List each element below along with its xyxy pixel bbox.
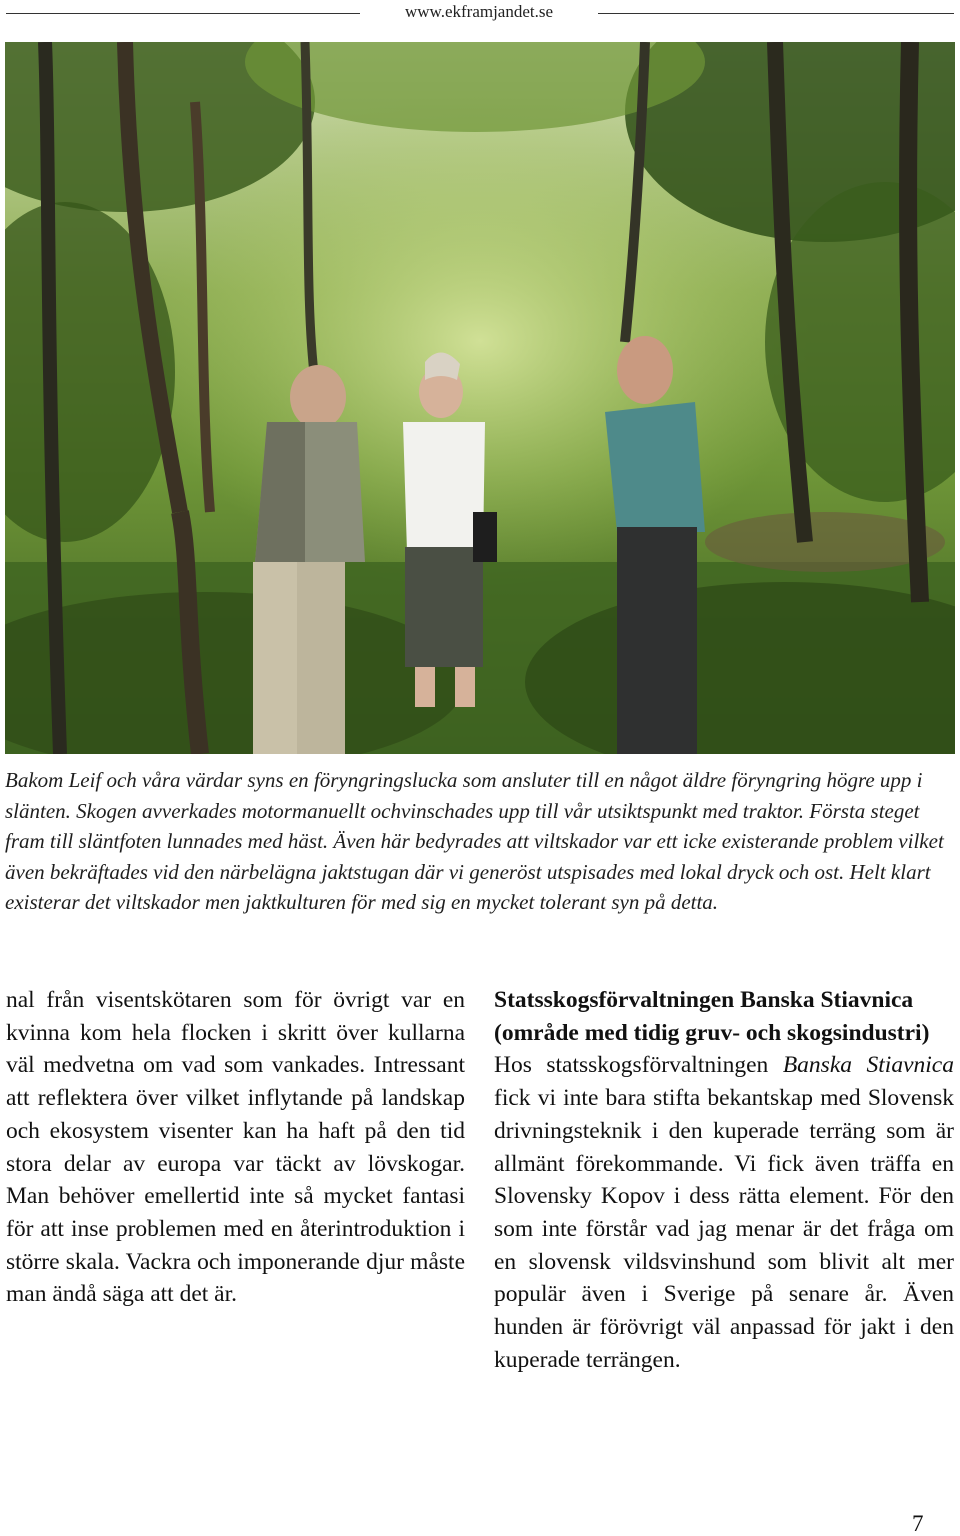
photo-caption: Bakom Leif och våra värdar syns en föryngringslucka som ansluter till en något äldre föryngring högre upp i slänten. Skogen avverkades motormanuellt ochvinschades upp till vår utsiktspunkt med traktor. Första steget fram till släntfoten lunnades med häst. Även här bedyrades att viltskador var ett icke existerande problem vilket även bekräftades vid den närbelägna jaktstugan där vi generöst utspisades med lokal dryck och ost. Helt klart existerar det viltskador men jaktkulturen för med sig en mycket tolerant syn på detta. — [5, 768, 944, 915]
page-number: 7 — [912, 1511, 924, 1536]
header-url[interactable]: www.ekframjandet.se — [404, 2, 554, 21]
page-header — [0, 0, 960, 28]
left-column — [6, 984, 465, 1311]
right-column — [494, 984, 954, 1376]
forest-photo — [5, 42, 955, 754]
place-name: Banska Stiavnica — [782, 1052, 954, 1079]
body-intro: Hos statsskogsförvaltningen — [494, 1052, 783, 1079]
left-column-body: nal från visentskötaren som för övrigt var en kvinna kom hela flocken i skritt över kullarna väl medvetna om vad som vankades. Intressant att reflektera över vilket inflytande på landskap och ekosystem visenter kan ha haft på den tid stora delar av europa var täckt av lövskogar. Man behöver emellertid inte så mycket fantasi för att inse problemen med en återintroduktion i större skala. Vackra och imponerande djur måste man ändå säga att det är. — [6, 987, 465, 1308]
header-rule-left — [6, 13, 360, 14]
header-rule-right — [598, 13, 954, 14]
body-rest: fick vi inte bara stifta bekantskap med Slovensk drivningsteknik i den kuperade terräng som är allmänt förekommande. Vi fick även träffa en Slovensky Kopov i dess rätta element. För den som inte förstår vad jag menar är det fråga om en slovensk vildsvinshund som blivit alt mer populär även i Sverige på senare år. Även hunden är förövrigt väl anpassad för jakt i den kuperade terrängen. — [494, 1085, 954, 1373]
section-heading: Statsskogsförvaltningen Banska Stiavnica (område med tidig gruv- och skogsindustri) — [494, 987, 930, 1046]
right-column-body — [494, 1049, 954, 1376]
